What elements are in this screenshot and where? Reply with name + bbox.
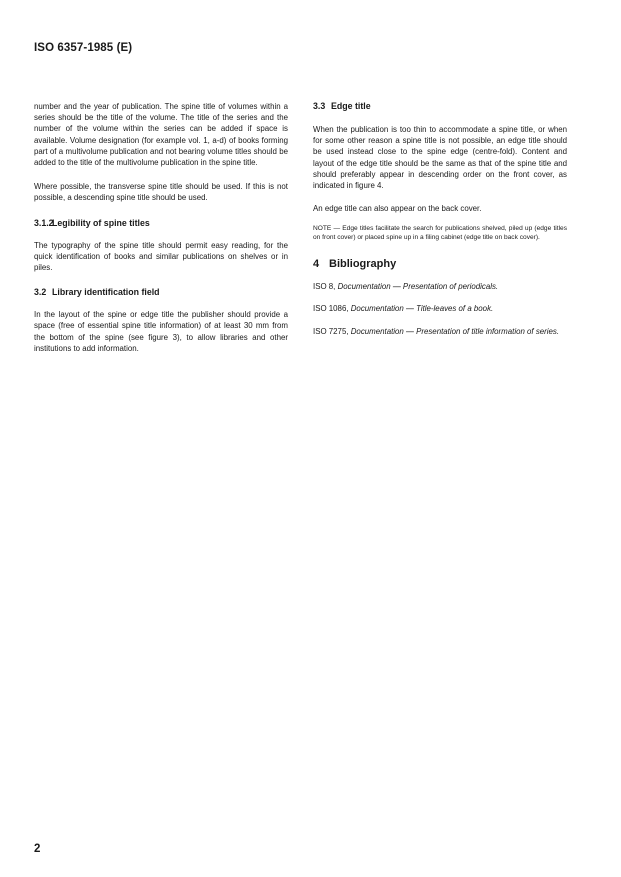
reference-id: ISO 1086, — [313, 304, 349, 314]
heading-3-1-2 — [34, 218, 288, 229]
paragraph-library-field: In the layout of the spine or edge title the publisher should provide a space (free of essential spine title information) of at least 30 mm from the bottom of the spine (see figure 3), to allow libraries and other institutions to add information. — [34, 310, 288, 353]
section-number: 3.2 — [34, 287, 47, 298]
standard-header: ISO 6357-1985 (E) — [34, 42, 133, 54]
heading-4-bibliography — [313, 258, 567, 271]
section-title: Legibility of spine titles — [52, 217, 150, 228]
section-number: 3.3 — [313, 101, 326, 111]
paragraph-spine-title-volumes: number and the year of publication. The spine title of volumes within a series should be the title of the volume. The title of the series and the number of the volume within the series can be added if space is available. Volume designation (for example vol. 1, a-d) of books forming part of a multivolume publication and not bearing volume titles should be added to the title of the multivolume publication in the spine title. — [34, 102, 288, 168]
section-title: Library identification field — [52, 287, 160, 298]
note-edge-titles: NOTE — Edge titles facilitate the search for publications shelved, piled up (edge titles on front cover) or placed spine up in a filing cabinet (edge title on back cover). — [313, 225, 567, 242]
section-title: Bibliography — [329, 258, 397, 271]
heading-3-2 — [34, 287, 288, 298]
section-title: Edge title — [331, 101, 371, 111]
reference-id: ISO 7275, — [313, 326, 349, 336]
page-number: 2 — [34, 843, 41, 855]
heading-3-3 — [313, 101, 567, 112]
paragraph-legibility: The typography of the spine title should permit easy reading, for the quick identification of books and similar publications on shelves or in piles. — [34, 240, 288, 273]
reference-id: ISO 8, — [313, 282, 336, 292]
bibliography-entry — [313, 303, 567, 314]
paragraph-back-cover: An edge title can also appear on the back cover. — [313, 204, 482, 214]
bibliography-entry — [313, 281, 567, 292]
reference-title: Documentation — Presentation of periodicals. — [337, 282, 499, 292]
reference-title: Documentation — Title-leaves of a book. — [350, 304, 494, 314]
section-number: 3.1.2 — [34, 217, 54, 228]
left-column — [34, 101, 288, 354]
paragraph-transverse-spine-title: Where possible, the transverse spine title should be used. If this is not possible, a descending spine title should be used. — [34, 182, 288, 203]
section-number: 4 — [313, 258, 320, 271]
paragraph-edge-title: When the publication is too thin to accommodate a spine title, or when for some other reason a spine title is not possible, an edge title should be used instead close to the spine edge (centre-fold). Content and layout of the edge title should be the same as that of the spine title and should preferably appear in descending order on the front cover, as indicated in figure 4. — [313, 125, 567, 191]
right-column — [313, 101, 567, 337]
reference-title: Documentation — Presentation of title information of series. — [350, 326, 560, 336]
bibliography-entry — [313, 326, 567, 337]
